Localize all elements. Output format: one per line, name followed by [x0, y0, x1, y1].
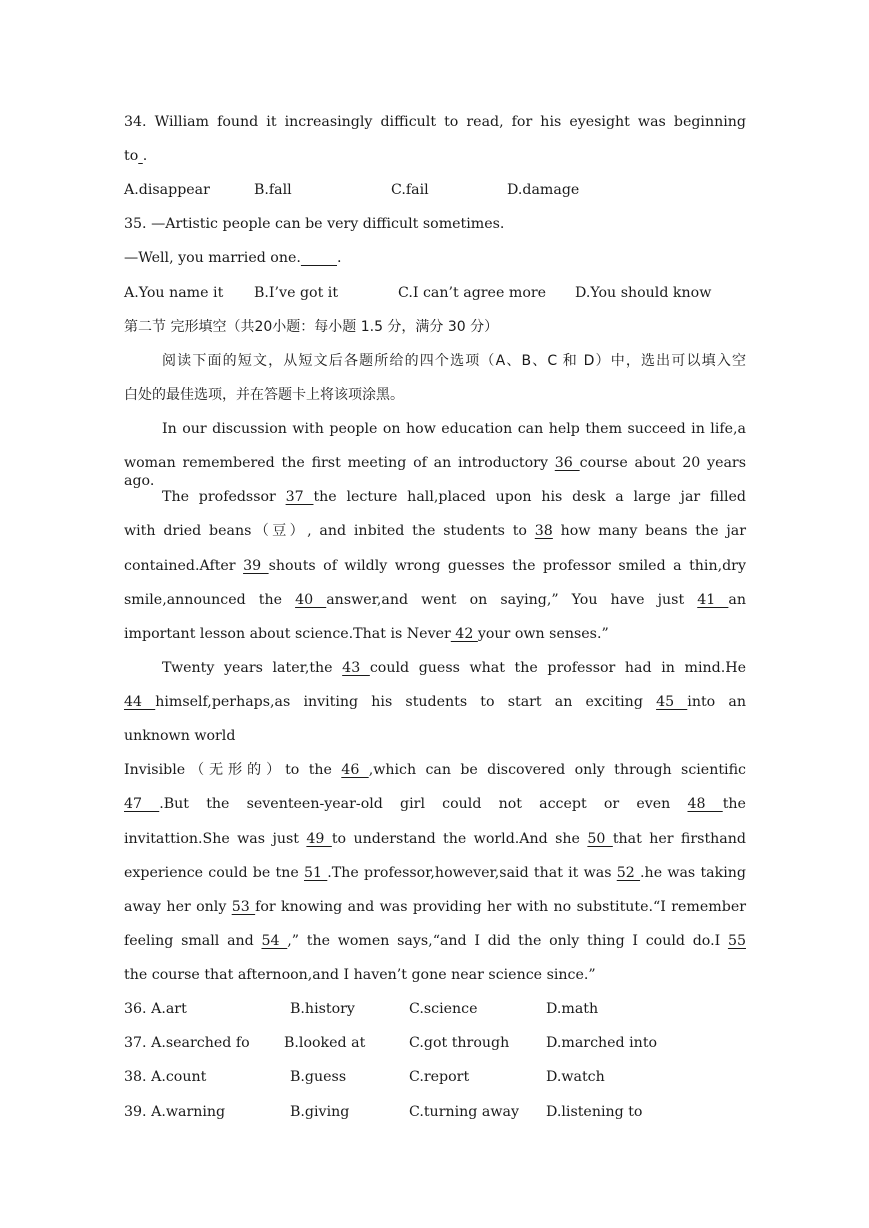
section-instruction-cont: 白处的最佳选项，并在答题卡上将该项涂黑。 — [124, 387, 404, 403]
blank-40: 40 — [295, 592, 327, 608]
option: B.fall — [254, 182, 292, 198]
q35-stem: 35. —Artistic people can be very difficult sometimes. — [124, 216, 505, 232]
option: D.watch — [546, 1069, 605, 1085]
option-row: 37. A.searched fo — [124, 1035, 250, 1051]
option: C.turning away — [409, 1104, 519, 1120]
blank-44: 44 — [124, 694, 156, 710]
option: D.marched into — [546, 1035, 658, 1051]
option: B.history — [290, 1001, 355, 1017]
blank-43: 43 — [342, 660, 370, 676]
passage-line: unknown world — [124, 728, 236, 744]
passage-line: invitattion.She was just 49 to understand the world.And she 50 that her firsthand — [124, 831, 746, 847]
passage-line: The profedssor 37 the lecture hall,placed upon his desk a large jar filled — [162, 489, 746, 505]
q34-stem-cont: to . — [124, 148, 148, 164]
blank-42: 42 — [450, 626, 478, 642]
blank-53: 53 — [231, 899, 256, 915]
blank-49: 49 — [306, 831, 332, 847]
passage-line: In our discussion with people on how education can help them succeed in life,a — [162, 421, 746, 437]
option: B.giving — [290, 1104, 350, 1120]
passage-line: important lesson about science.That is Never 42 your own senses.” — [124, 626, 609, 642]
option: B.looked at — [284, 1035, 366, 1051]
blank-54: 54 — [261, 933, 288, 949]
blank-51: 51 — [304, 865, 328, 881]
passage-line: contained.After 39 shouts of wildly wrong guesses the professor smiled a thin,dry — [124, 558, 746, 574]
option: C.science — [409, 1001, 478, 1017]
option: B.guess — [290, 1069, 347, 1085]
blank-46: 46 — [341, 762, 369, 778]
option-row: 36. A.art — [124, 1001, 187, 1017]
passage-line: feeling small and 54 ,” the women says,“and I did the only thing I could do.I 55 — [124, 933, 746, 949]
q34-stem: 34. William found it increasingly difficult to read, for his eyesight was beginning — [124, 114, 746, 130]
option: A.You name it — [124, 285, 224, 301]
blank-41: 41 — [697, 592, 729, 608]
option-row: 38. A.count — [124, 1069, 207, 1085]
option: D.listening to — [546, 1104, 643, 1120]
passage-line: Invisible（无形的）to the 46 ,which can be discovered only through scientific — [124, 762, 746, 778]
passage-line: away her only 53 for knowing and was providing her with no substitute.“I remember — [124, 899, 746, 915]
blank-45: 45 — [656, 694, 688, 710]
q35-reply: —Well, you married one. . — [124, 250, 342, 266]
option: C.got through — [409, 1035, 510, 1051]
blank-36: 36 — [554, 455, 580, 471]
option: C.I can’t agree more — [398, 285, 547, 301]
passage-line: experience could be tne 51 .The professor,however,said that it was 52 .he was taking — [124, 865, 746, 881]
blank-50: 50 — [587, 831, 613, 847]
option: B.I’ve got it — [254, 285, 339, 301]
passage-line: woman remembered the first meeting of an introductory 36 course about 20 years ago. — [124, 455, 746, 489]
blank-37: 37 — [285, 489, 314, 505]
blank-55: 55 — [727, 933, 746, 949]
option: D.damage — [507, 182, 580, 198]
section-heading: 第二节 完形填空（共20小题：每小题 1.5 分，满分 30 分） — [124, 319, 499, 335]
passage-line: 47 .But the seventeen-year-old girl could not accept or even 48 the — [124, 796, 746, 812]
option: D.math — [546, 1001, 599, 1017]
section-instruction: 阅读下面的短文，从短文后各题所给的四个选项（A、B、C 和 D）中，选出可以填入空 — [162, 353, 746, 369]
passage-line: the course that afternoon,and I haven’t gone near science since.” — [124, 967, 596, 983]
blank-47: 47 — [124, 796, 160, 812]
blank — [301, 250, 337, 266]
option: D.You should know — [575, 285, 712, 301]
blank-52: 52 — [616, 865, 641, 881]
passage-line: Twenty years later,the 43 could guess what the professor had in mind.He — [162, 660, 746, 676]
option-row: 39. A.warning — [124, 1104, 226, 1120]
option: A.disappear — [124, 182, 210, 198]
blank-38: 38 — [534, 523, 553, 539]
blank-48: 48 — [687, 796, 723, 812]
option: C.fail — [391, 182, 429, 198]
blank-39: 39 — [243, 558, 269, 574]
option: C.report — [409, 1069, 470, 1085]
passage-line: with dried beans（豆）, and inbited the students to 38 how many beans the jar — [124, 523, 746, 539]
passage-line: smile,announced the 40 answer,and went on saying,” You have just 41 an — [124, 592, 746, 608]
passage-line: 44 himself,perhaps,as inviting his students to start an exciting 45 into an — [124, 694, 746, 710]
